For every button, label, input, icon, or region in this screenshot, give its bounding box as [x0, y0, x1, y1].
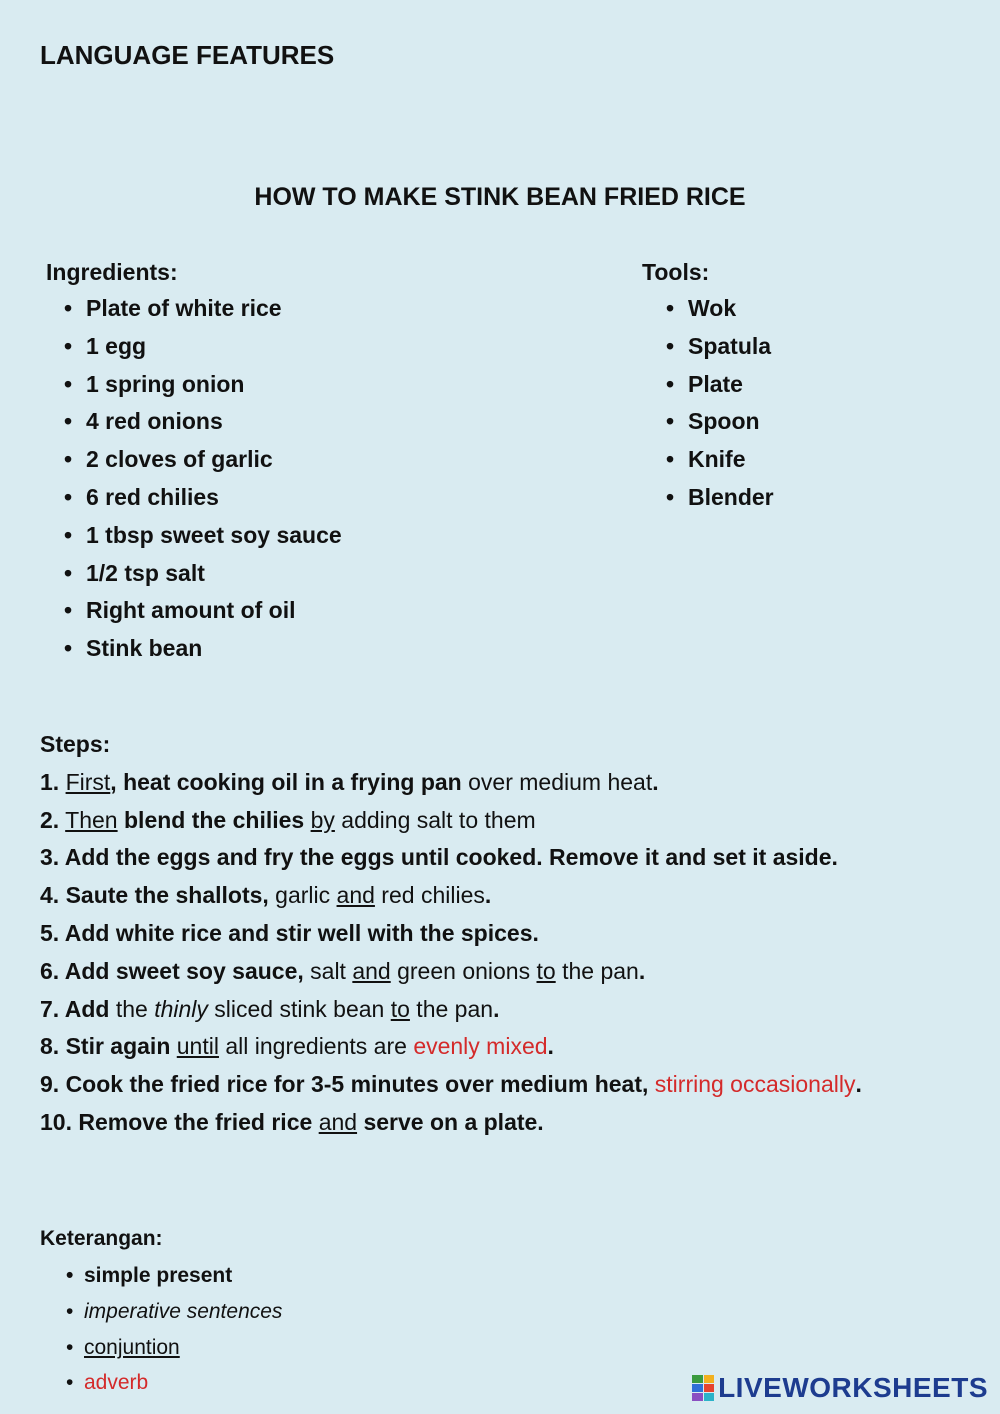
tools-list [666, 290, 774, 517]
conjunction-word: to [390, 995, 410, 1022]
step-number: 2. [40, 806, 60, 833]
step-1 [40, 764, 862, 802]
liveworksheets-logo [692, 1372, 988, 1404]
imperative-phrase: , heat cooking oil in a frying pan [110, 768, 462, 795]
list-item: • Knife [666, 441, 774, 479]
imperative-phrase: 7. Add [40, 995, 110, 1022]
adverb-phrase: stirring occasionally [654, 1071, 856, 1098]
list-item: • Plate [666, 366, 774, 404]
ingredients-list [64, 290, 342, 668]
recipe-title: HOW TO MAKE STINK BEAN FRIED RICE [254, 183, 746, 211]
imperative-phrase: serve on a plate. [357, 1108, 544, 1135]
step-text: the [109, 995, 155, 1022]
conjunction-word: and [336, 882, 375, 909]
legend-simple-present: • simple present [66, 1258, 282, 1294]
step-number: 1. [40, 768, 60, 795]
list-item: • 1 spring onion [64, 366, 342, 404]
imperative-phrase: 10. Remove the fried rice [40, 1108, 313, 1135]
ingredients-section [46, 255, 342, 668]
list-item: • Plate of white rice [64, 290, 342, 328]
logo-text: LIVEWORKSHEETS [718, 1372, 988, 1403]
step-period: . [652, 768, 659, 795]
legend-list [66, 1258, 282, 1401]
conjunction-word: and [318, 1108, 358, 1135]
imperative-phrase: 9. Cook the fried rice for 3-5 minutes over medium heat, [40, 1071, 649, 1098]
list-item: • Right amount of oil [64, 592, 342, 630]
list-item: • Blender [666, 479, 774, 517]
list-item: • Stink bean [64, 630, 342, 668]
legend-label: Keterangan: [40, 1227, 163, 1250]
step-text: sliced stink bean [207, 995, 391, 1022]
legend-conjunction [66, 1330, 282, 1366]
step-text: garlic [268, 882, 337, 909]
step-5: 5. Add white rice and stir well with the spices. [40, 919, 539, 946]
italic-word: thinly [154, 995, 208, 1022]
page-heading: LANGUAGE FEATURES [40, 40, 335, 70]
ingredients-label: Ingredients: [46, 259, 178, 285]
step-text: green onions [390, 957, 537, 984]
imperative-phrase: blend the chilies [124, 806, 305, 833]
step-period: . [638, 957, 646, 984]
step-6 [40, 953, 862, 991]
conjunction-word: First [65, 768, 111, 795]
tools-label: Tools: [642, 259, 710, 285]
list-item: • Spatula [666, 328, 774, 366]
imperative-phrase: 8. Stir again [40, 1033, 171, 1060]
step-text: all ingredients are [218, 1033, 414, 1060]
list-item: • 2 cloves of garlic [64, 441, 342, 479]
step-period: . [855, 1071, 862, 1098]
step-period: . [484, 882, 492, 909]
list-item: • Wok [666, 290, 774, 328]
conjunction-word: and [352, 957, 391, 984]
step-10 [40, 1104, 862, 1142]
step-9 [40, 1066, 862, 1104]
steps-label: Steps: [40, 731, 111, 757]
legend-adverb [66, 1365, 282, 1401]
step-period: . [547, 1033, 554, 1060]
legend-adverb-text: adverb [84, 1371, 149, 1395]
step-text: the pan [555, 957, 639, 984]
step-text: the pan [409, 995, 494, 1022]
imperative-phrase: 6. Add sweet soy sauce, [40, 957, 304, 984]
step-2 [40, 802, 862, 840]
legend-section [66, 1258, 282, 1401]
conjunction-word: until [176, 1033, 219, 1060]
legend-conjunction-text: conjuntion [84, 1335, 180, 1359]
list-item: • Spoon [666, 403, 774, 441]
list-item: • 4 red onions [64, 403, 342, 441]
step-text: over medium heat [461, 768, 653, 795]
list-item: • 1 egg [64, 328, 342, 366]
logo-icon [692, 1375, 714, 1401]
step-period: . [493, 995, 500, 1022]
step-text: adding salt to them [341, 806, 536, 833]
list-item: • 1/2 tsp salt [64, 555, 342, 593]
step-8 [40, 1028, 862, 1066]
adverb-phrase: evenly mixed [413, 1033, 548, 1060]
step-text: red chilies [374, 882, 485, 909]
conjunction-word: by [310, 806, 335, 833]
legend-imperative: • imperative sentences [66, 1294, 282, 1330]
steps-section [40, 726, 862, 1142]
list-item: • 6 red chilies [64, 479, 342, 517]
step-4 [40, 877, 862, 915]
list-item: • 1 tbsp sweet soy sauce [64, 517, 342, 555]
conjunction-word: to [536, 957, 556, 984]
step-3: 3. Add the eggs and fry the eggs until cooked. Remove it and set it aside. [40, 844, 838, 871]
step-7 [40, 991, 862, 1029]
imperative-phrase: 4. Saute the shallots, [40, 882, 269, 909]
conjunction-word: Then [65, 806, 118, 833]
tools-section [642, 255, 774, 517]
step-text: salt [303, 957, 353, 984]
